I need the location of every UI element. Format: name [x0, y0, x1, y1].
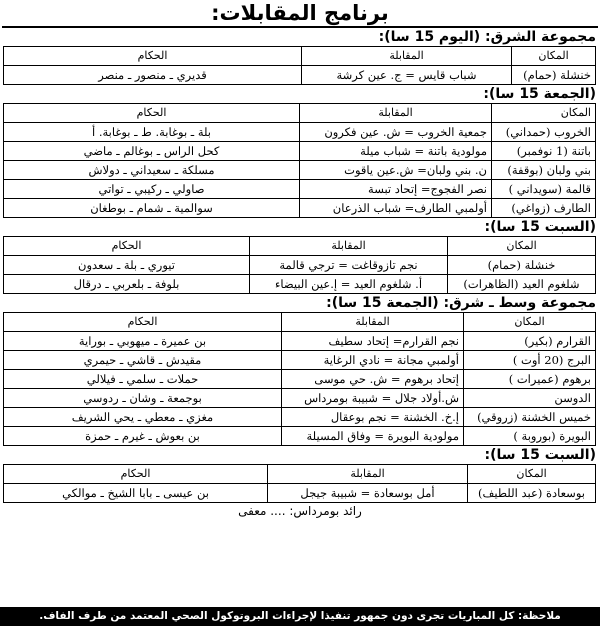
header-match: المقابلة: [268, 465, 468, 484]
match-place: الطارف (زواغي): [492, 199, 596, 218]
match-place: شلغوم العيد (الظاهرات): [448, 275, 596, 294]
table-east-saturday: [3, 236, 596, 294]
table-header-row: [4, 465, 596, 484]
table-row: [4, 370, 596, 389]
day-title-saturday-2: (السبت 15 سا):: [484, 447, 596, 463]
table-east-friday: [3, 103, 596, 218]
match-referees: بن بعوش ـ غيرم ـ حمزة: [4, 427, 282, 446]
table-row: [4, 427, 596, 446]
table-row: [4, 256, 596, 275]
match-place: باتنة (1 نوفمبر): [492, 142, 596, 161]
match-teams: جمعية الخروب = ش. عين فكرون: [300, 123, 492, 142]
match-place: البويرة (بوروبة ): [464, 427, 596, 446]
table-row: [4, 142, 596, 161]
table-row: [4, 161, 596, 180]
group-title-center-east: مجموعة وسط ـ شرق: (الجمعة 15 سا):: [326, 295, 596, 311]
table-header-row: [4, 237, 596, 256]
table-row: [4, 484, 596, 503]
header-place: المكان: [448, 237, 596, 256]
table-row: [4, 66, 596, 85]
match-place: بني ولبان (بوقفة): [492, 161, 596, 180]
match-place: قالمة (سويداني ): [492, 180, 596, 199]
day-title-saturday: (السبت 15 سا):: [484, 219, 596, 235]
match-teams: ش.أولاد جلال = شبيبة بومرداس: [282, 389, 464, 408]
header-referees: الحكام: [4, 237, 250, 256]
match-teams: أولمبي مجانة = نادي الرغاية: [282, 351, 464, 370]
match-referees: تيوري ـ بلة ـ سعدون: [4, 256, 250, 275]
table-east-today: [3, 46, 596, 85]
table-header-row: [4, 47, 596, 66]
table-row: [4, 123, 596, 142]
match-referees: مغزي ـ معطي ـ يحي الشريف: [4, 408, 282, 427]
match-referees: بن عيسى ـ بابا الشيخ ـ موالكي: [4, 484, 268, 503]
match-referees: صاولي ـ ركيبي ـ تواتي: [4, 180, 300, 199]
match-teams: إ.خ. الخشنة = نجم بوعقال: [282, 408, 464, 427]
match-referees: بن عميرة ـ ميهوبي ـ بوراية: [4, 332, 282, 351]
table-center-east-saturday: [3, 464, 596, 503]
match-place: الخروب (حمداني): [492, 123, 596, 142]
match-referees: مسلكة ـ سعيداني ـ دولاش: [4, 161, 300, 180]
match-teams: أولمبي الطارف= شباب الذرعان: [300, 199, 492, 218]
match-teams: مولودية باتنة = شباب ميلة: [300, 142, 492, 161]
match-referees: مقيدش ـ قاشي ـ حيمري: [4, 351, 282, 370]
table-header-row: [4, 313, 596, 332]
match-place: البرج (20 أوت ): [464, 351, 596, 370]
header-place: المكان: [492, 104, 596, 123]
header-referees: الحكام: [4, 313, 282, 332]
match-referees: سوالمية ـ شمام ـ بوطغان: [4, 199, 300, 218]
note-banner: ملاحظة: كل المباريات تجرى دون جمهور تنفيذا لإجراءات البروتوكول الصحي المعتمد من طرف الفاف.: [0, 607, 600, 626]
table-row: [4, 351, 596, 370]
header-match: المقابلة: [300, 104, 492, 123]
table-row: [4, 180, 596, 199]
match-place: الدوسن: [464, 389, 596, 408]
match-referees: حملات ـ سلمي ـ فيلالي: [4, 370, 282, 389]
header-referees: الحكام: [4, 47, 302, 66]
header-match: المقابلة: [282, 313, 464, 332]
table-row: [4, 332, 596, 351]
match-teams: أ. شلغوم العيد = إ.عين البيضاء: [250, 275, 448, 294]
table-center-east-friday: [3, 312, 596, 446]
table-row: [4, 389, 596, 408]
header-place: المكان: [464, 313, 596, 332]
match-referees: قديري ـ منصور ـ منصر: [4, 66, 302, 85]
table-row: [4, 275, 596, 294]
match-teams: إتحاد برهوم = ش. حي موسى: [282, 370, 464, 389]
match-place: القرارم (بكير): [464, 332, 596, 351]
header-place: المكان: [468, 465, 596, 484]
match-teams: نجم القرارم= إتحاد سطيف: [282, 332, 464, 351]
group-title-east: مجموعة الشرق: (اليوم 15 سا):: [378, 29, 596, 45]
match-teams: أمل بوسعادة = شبيبة جيجل: [268, 484, 468, 503]
header-place: المكان: [512, 47, 596, 66]
match-teams: نصر الفجوج= إتحاد تبسة: [300, 180, 492, 199]
header-referees: الحكام: [4, 465, 268, 484]
exempt-team-line: رائد بومرداس: .... معفى: [238, 504, 362, 518]
header-match: المقابلة: [302, 47, 512, 66]
match-place: خنشلة (حمام): [512, 66, 596, 85]
table-row: [4, 408, 596, 427]
header-match: المقابلة: [250, 237, 448, 256]
match-teams: شباب قايس = ج. عين كرشة: [302, 66, 512, 85]
match-referees: بلوفة ـ بلعربي ـ درقال: [4, 275, 250, 294]
match-place: خميس الخشنة (زروقي): [464, 408, 596, 427]
table-header-row: [4, 104, 596, 123]
match-place: خنشلة (حمام): [448, 256, 596, 275]
match-place: بوسعادة (عبد اللطيف): [468, 484, 596, 503]
match-teams: ن. بني ولبان= ش.عين ياقوت: [300, 161, 492, 180]
day-title-friday: (الجمعة 15 سا):: [483, 86, 596, 102]
match-referees: بلة ـ بوغابة. ط ـ بوغابة. أ: [4, 123, 300, 142]
table-row: [4, 199, 596, 218]
match-referees: بوجمعة ـ وشان ـ ردوسي: [4, 389, 282, 408]
match-teams: مولودية البويرة = وفاق المسيلة: [282, 427, 464, 446]
page-title: برنامج المقابلات:: [2, 0, 598, 28]
match-place: برهوم (عميرات ): [464, 370, 596, 389]
match-teams: نجم تازوقاغت = ترجي قالمة: [250, 256, 448, 275]
header-referees: الحكام: [4, 104, 300, 123]
match-referees: كحل الراس ـ بوغالم ـ ماضي: [4, 142, 300, 161]
